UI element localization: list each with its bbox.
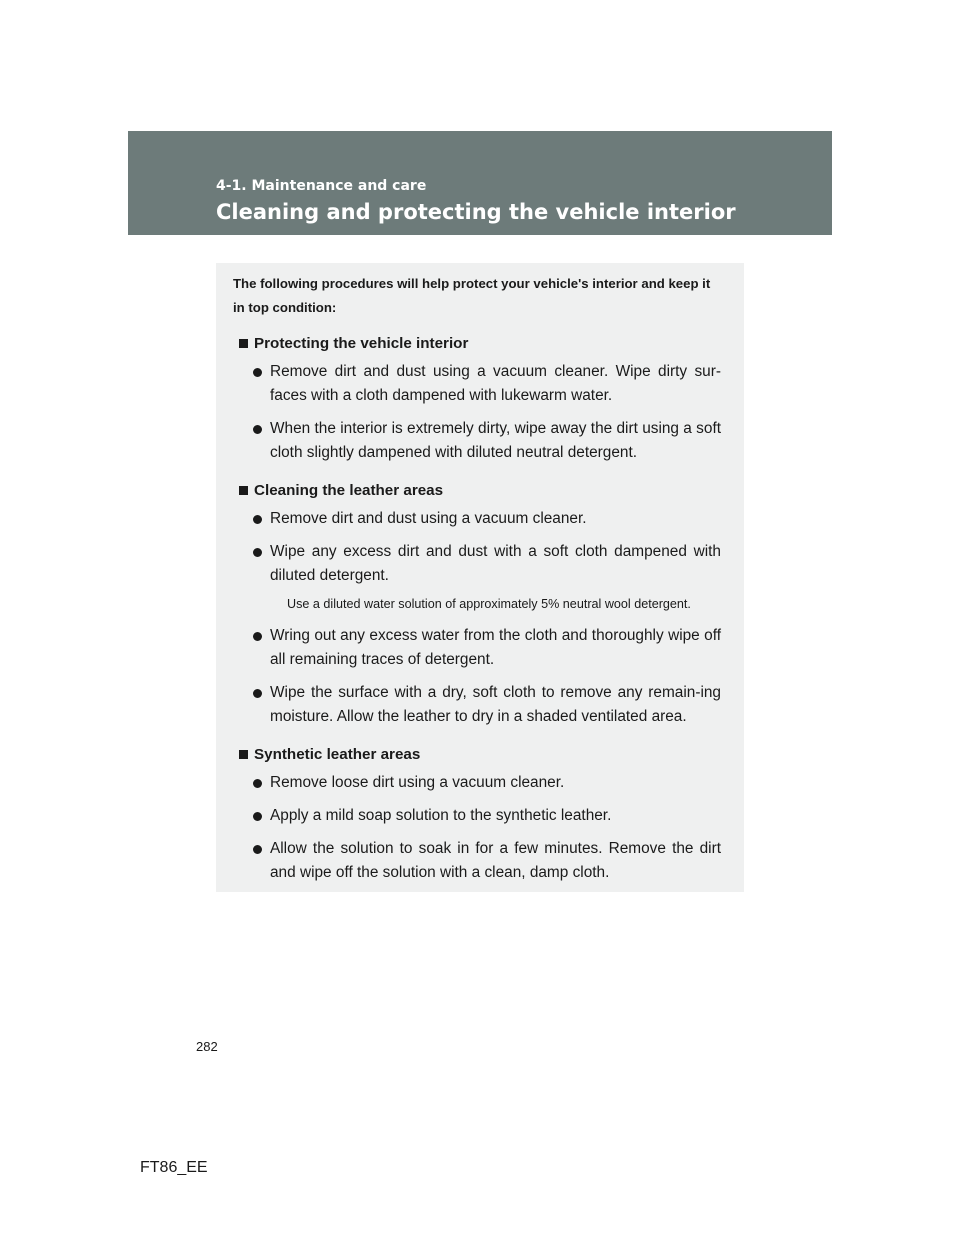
list-item-text: Wipe the surface with a dry, soft cloth to remove any remain-ing moisture. Allow the leather to dry in a shaded ventilated area. (270, 684, 721, 725)
section-heading (233, 334, 721, 354)
section-heading-text: Cleaning the leather areas (254, 482, 444, 499)
list-item-text: Wring out any excess water from the cloth and thoroughly wipe off all remaining traces of detergent. (270, 627, 721, 668)
section-synthetic-leather (233, 745, 721, 885)
round-bullet-icon (253, 812, 262, 821)
list-item-text: Remove dirt and dust using a vacuum cleaner. Wipe dirty sur-faces with a cloth dampened with lukewarm water. (270, 363, 721, 404)
list-item (233, 507, 721, 531)
content-box (216, 263, 744, 892)
section-leather-areas (233, 481, 721, 729)
square-bullet-icon (239, 486, 248, 495)
list-item (233, 681, 721, 729)
list-item-text: Remove loose dirt using a vacuum cleaner. (270, 774, 565, 791)
intro-text: The following procedures will help protect your vehicle's interior and keep it in top condition: (233, 276, 711, 315)
list-item (233, 771, 721, 795)
round-bullet-icon (253, 368, 262, 377)
section-protecting-interior (233, 334, 721, 465)
section-label: 4-1. Maintenance and care (216, 178, 427, 194)
square-bullet-icon (239, 339, 248, 348)
round-bullet-icon (253, 548, 262, 557)
list-item-text: Apply a mild soap solution to the synthetic leather. (270, 807, 612, 824)
list-item (233, 540, 721, 588)
section-heading-text: Protecting the vehicle interior (254, 335, 469, 352)
square-bullet-icon (239, 750, 248, 759)
list-item-text: Wipe any excess dirt and dust with a soft cloth dampened with diluted detergent. (270, 543, 721, 584)
section-heading-text: Synthetic leather areas (254, 746, 421, 763)
list-item-text: When the interior is extremely dirty, wipe away the dirt using a soft cloth slightly dampened with diluted neutral detergent. (270, 420, 721, 461)
list-item-text: Remove dirt and dust using a vacuum cleaner. (270, 510, 587, 527)
round-bullet-icon (253, 425, 262, 434)
page-number: 282 (196, 1039, 218, 1054)
round-bullet-icon (253, 689, 262, 698)
round-bullet-icon (253, 845, 262, 854)
model-code: FT86_EE (140, 1159, 208, 1176)
list-item-text: Allow the solution to soak in for a few minutes. Remove the dirt and wipe off the solution with a clean, damp cloth. (270, 840, 721, 881)
list-item (233, 624, 721, 672)
note-text: Use a diluted water solution of approximately 5% neutral wool detergent. (287, 597, 691, 611)
section-heading (233, 745, 721, 765)
list-item (233, 804, 721, 828)
list-item (233, 417, 721, 465)
round-bullet-icon (253, 632, 262, 641)
list-item (233, 837, 721, 885)
list-item (233, 360, 721, 408)
round-bullet-icon (253, 515, 262, 524)
round-bullet-icon (253, 779, 262, 788)
section-heading (233, 481, 721, 501)
page-title: Cleaning and protecting the vehicle interior (216, 200, 736, 224)
